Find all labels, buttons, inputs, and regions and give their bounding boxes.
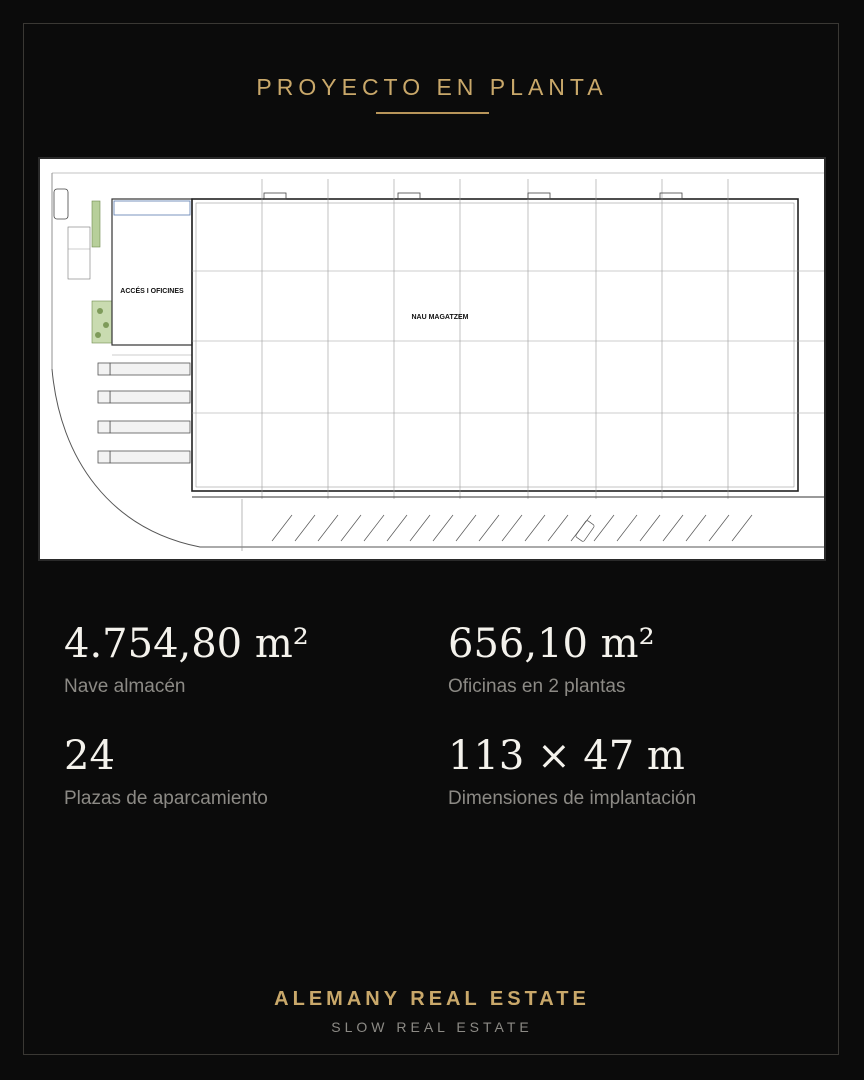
brand-tagline: SLOW REAL ESTATE — [331, 1019, 533, 1035]
stat-value: 24 — [64, 733, 115, 779]
car-icon — [54, 189, 68, 219]
page-title: PROYECTO EN PLANTA — [256, 74, 608, 100]
floor-plan — [38, 157, 826, 561]
brand-name: ALEMANY REAL ESTATE — [274, 988, 590, 1010]
warehouse-label: NAU MAGATZEM — [411, 314, 469, 321]
stat-value: 4.754,80 m² — [64, 621, 309, 667]
stat-value: 656,10 m² — [448, 621, 655, 667]
stat-value: 113 × 47 m — [448, 733, 685, 779]
stat-office-area — [448, 621, 655, 698]
stat-label: Nave almacén — [64, 676, 186, 697]
title-underline — [376, 112, 489, 114]
stat-parking — [64, 733, 268, 810]
stat-label: Dimensiones de implantación — [448, 788, 697, 809]
stat-label: Plazas de aparcamiento — [64, 788, 268, 809]
office-label: ACCÉS I OFICINES — [120, 288, 184, 295]
floor-plan-drawing — [40, 159, 824, 559]
stat-dimensions — [448, 733, 697, 810]
stat-warehouse-area — [64, 621, 309, 698]
stat-label: Oficinas en 2 plantas — [448, 676, 626, 697]
